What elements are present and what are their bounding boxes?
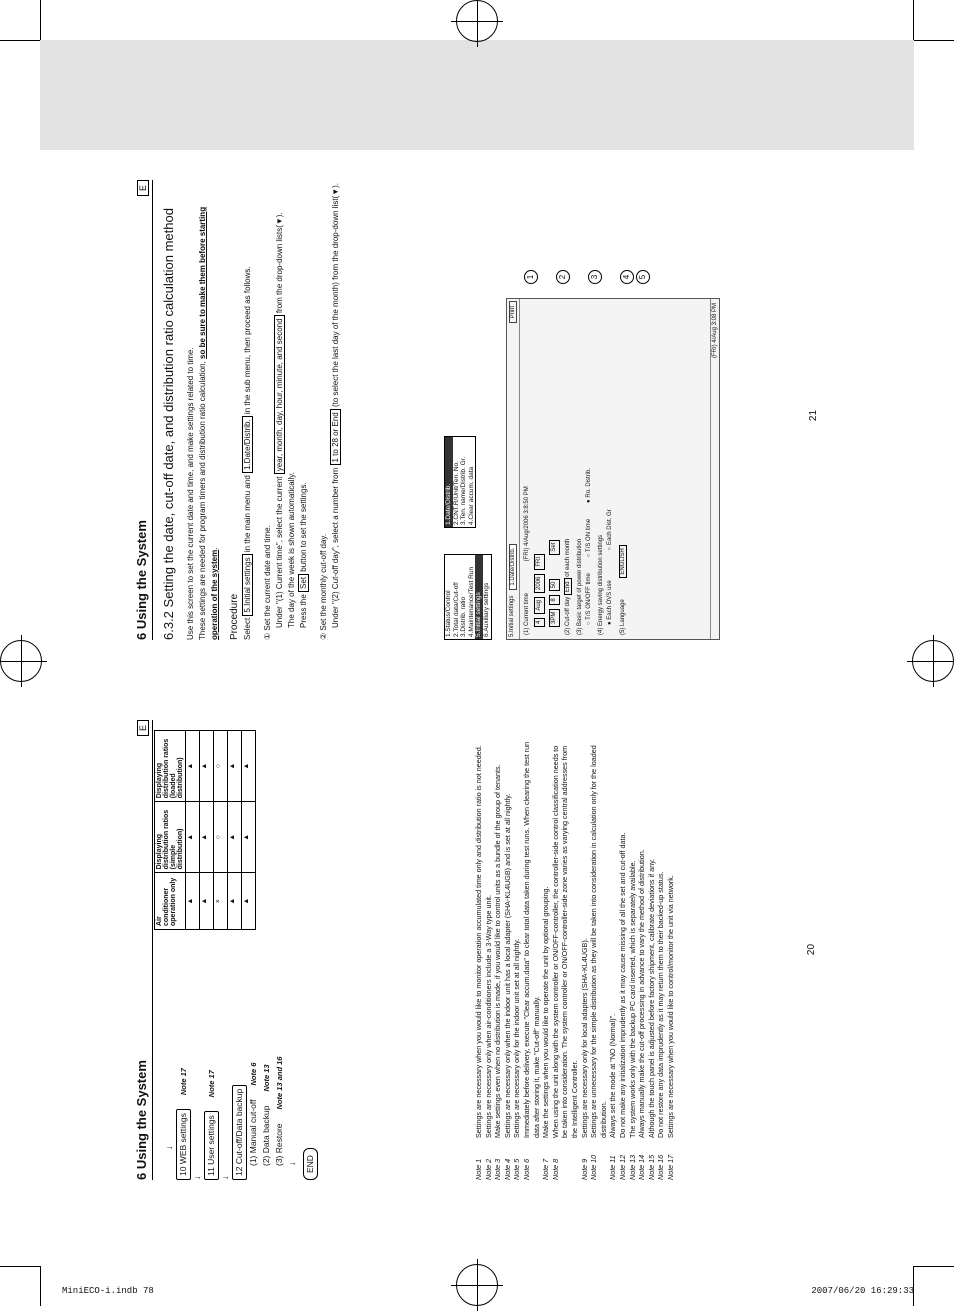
menu-item[interactable]: 3.Distrib. ratio [460, 596, 468, 637]
callout-3: 3 [588, 270, 602, 284]
list-item: Note 2 Settings are necessary only when air-conditioners include a 3-Way type unit. [483, 894, 493, 1180]
intro-paragraph: Use this screen to set the current date and time, and make settings related to time. These settings are needed for program timers and distribution ratio calculation, so be sure to make them before starting operation of the system. [186, 206, 219, 640]
language-tag: E [137, 180, 149, 196]
note-ref: Note 13 [262, 1064, 271, 1092]
cell: ▲ [228, 873, 242, 930]
callout-1: 1 [524, 270, 538, 284]
crop-mark [40, 0, 41, 40]
subsection-heading: 6.3.2 Setting the date, cut-off date, and distribution ratio calculation method [161, 208, 176, 640]
section-title-text: 6 Using the System [134, 520, 149, 640]
tab-initial-settings[interactable]: 5.Initial settings [509, 595, 515, 637]
note-ref: Note 6 [249, 1062, 258, 1086]
table-row [186, 731, 200, 930]
language-select[interactable]: ENGLISH [619, 545, 627, 577]
language-tag: E [137, 720, 149, 736]
table-header: Displaying distribution ratios (simple distribution) [155, 802, 186, 873]
menu-item[interactable]: 1.Date/Distrib. [445, 437, 453, 527]
list-item: Note 15 Although the touch panel is adjusted before factory shipment, calibrate deviations if any. [646, 858, 656, 1180]
end-marker: END [303, 1148, 318, 1180]
menu-item[interactable]: 2.CNT.R/Unit/Ten. No. [452, 461, 460, 525]
current-time-value: (FRI) 4/Aug/2006 3:8:50 PM [524, 486, 530, 562]
cell: ○ [214, 802, 228, 873]
hour-select[interactable]: 3PM [549, 609, 560, 627]
registration-mark [456, 0, 498, 42]
note-ref: Note 17 [207, 1070, 216, 1098]
weekday-display: FRI [534, 554, 545, 570]
cutoff-label: (2) Cut-off day [565, 596, 571, 635]
list-item: Note 10 Settings are unnecessary for the simple distribution as they will be taken into consideration in calculation only for the loaded distribution. [589, 745, 608, 1180]
radio-dist-gr[interactable]: ○ Each Dist. Gr [607, 509, 613, 551]
crop-mark [40, 1266, 41, 1306]
restore: (3) Restore [274, 1123, 284, 1166]
list-item: Note 8 When using the unit along with the system controller or ON/OFF-controller, the controller-side control classification needs to be taken into consideration. The system controller or ON/OFF-controller-side zone varies as varying central addresses from the Intelligent Controller. [550, 745, 579, 1180]
print-button[interactable]: Print [509, 301, 517, 323]
table-header: Air conditioner operation only [155, 873, 186, 930]
cell: ▲ [200, 731, 214, 802]
cell: ▲ [228, 802, 242, 873]
left-page [134, 720, 804, 1180]
crop-mark [0, 40, 40, 41]
callout-2: 2 [556, 270, 570, 284]
minute-select[interactable]: 8 [549, 595, 560, 604]
radio-ovs[interactable]: ● Each OVS use [607, 580, 613, 625]
cell: ▲ [242, 731, 256, 802]
cell: ▲ [200, 873, 214, 930]
current-time-label: (1) Current time [524, 592, 530, 635]
tab-date-distrib[interactable]: 1.Date/Distrib. [509, 544, 517, 590]
cell: ▲ [228, 731, 242, 802]
status-bar: (FRI) 4/Aug 3:08 PM [710, 299, 719, 639]
menu-item[interactable]: 1.Status/Control [445, 590, 452, 637]
step-2: ② Set the monthly cut-off day. Under "(2) Cut-off day", select a number from 1 to 28 or End (to select the last day of the month) from the drop-down list(▼). [319, 182, 340, 640]
radio-ts-on[interactable]: ○ T/S ON time [586, 518, 592, 558]
list-item: Note 11 Always set the mode at "NO (Normal)". [608, 1013, 618, 1180]
table-row [242, 731, 256, 930]
cell: ▲ [186, 873, 200, 930]
cutoff-step: 12 Cut-off/Data backup [232, 1085, 247, 1180]
list-item: Note 4 Settings are necessary only when the indoor unit has a local adapter (SHA-KL4UGB) and is set at all nightly. [502, 793, 512, 1180]
list-item: Note 6 Immediately before delivery, execute "Clear accum.data" to clear total data taken during test runs. When clearing the test run data after storing it, make "Cut-off" manually. [521, 741, 541, 1180]
list-item: Note 1 Settings are necessary when you would like to monitor operation accumulated time only and distribution ratio is not needed. [474, 745, 483, 1180]
day-select[interactable]: 4 [534, 618, 545, 627]
list-item: Note 12 Do not make any initialization imprudently as it may cause missing of all the set and cut-off data. [617, 832, 627, 1180]
menu-item[interactable]: 6.Auxiliary settings [482, 582, 490, 637]
of-month-label: of each month [565, 538, 571, 577]
note-ref: Note 17 [179, 1068, 188, 1096]
callout-4: 4 [620, 270, 634, 284]
table-row [228, 731, 242, 930]
crop-mark [914, 1266, 954, 1267]
menu-item[interactable]: 4.Clear accum. data [467, 466, 475, 525]
menu-item[interactable]: 2.Total data/Cut-off [452, 582, 460, 637]
page-number-left: 20 [806, 943, 818, 956]
cell: × [214, 873, 228, 930]
top-band [40, 40, 914, 150]
settings-screenshot [506, 298, 720, 640]
list-item: Note 7 Make the settings when you would like to operate the unit by optional grouping. [541, 886, 551, 1180]
procedure-heading: Procedure [229, 593, 240, 640]
user-settings-step: 11 User settings [204, 1111, 219, 1180]
table-row [214, 731, 228, 930]
page-number-right: 21 [808, 409, 820, 422]
notes-list [474, 740, 675, 1180]
section-title [134, 720, 153, 1180]
year-select[interactable]: 2006 [534, 574, 545, 593]
language-label: (5) Language [620, 599, 626, 635]
section-title [134, 180, 153, 640]
month-select[interactable]: Aug [534, 597, 545, 614]
settings-matrix [154, 730, 256, 930]
crop-mark [914, 40, 954, 41]
procedure-intro: Select 5.Initial settings in the main menu and 1.Date/Distrib. in the sub menu, then proceed as follows. [243, 266, 252, 640]
footer-right: 2007/06/20 16:29:33 [811, 1286, 914, 1296]
energy-label: (4) Energy saving distribution settings [598, 534, 604, 635]
step-1: ① Set the current date and time. Under "(1) Current time", select the current year, month, day, hour, minute, and second from the drop-down lists(▼). The day of the week is shown automatically. Press the Set button to set the settings. [263, 212, 308, 640]
radio-ro-distrib[interactable]: ● Ro. Distrib. [586, 467, 592, 503]
settings-flow: ↓ 10 WEB settingsNote 17 ↓ 11 User settingsNote 17 ↓ 12 Cut-off/Data backup (1) Manual cut-offNote 6 (2) Data backupNote 13 (3) RestoreNote 13 and 16 ↓ END [163, 720, 318, 1180]
cell: ▲ [186, 731, 200, 802]
list-item: Note 13 The system works only with the backup PC card inserted, which is separately available. [627, 860, 637, 1180]
main-menu [444, 554, 492, 640]
registration-mark [912, 640, 954, 682]
registration-mark [456, 1264, 498, 1306]
radio-ts-onoff[interactable]: ○ T/S ON/OFF time [586, 573, 592, 625]
menu-item[interactable]: 5.Initial settings [475, 555, 483, 639]
cell: ▲ [200, 802, 214, 873]
list-item: Note 16 Do not restore any data imprudently as it may return them to their backed-up status. [656, 871, 666, 1180]
list-item: Note 3 Make settings even when no distribution is made, if you would like to control units as a bundle of the group of tenants. [493, 764, 503, 1180]
list-item: Note 5 Settings are necessary only for the indoor unit set at all nightly. [512, 938, 522, 1180]
list-item: Note 14 Always manually make the cut-off processing in advance to vary the method of distribution. [637, 849, 647, 1180]
cell: ○ [214, 731, 228, 802]
footer-left: MiniECO-i.indb 78 [62, 1286, 154, 1296]
right-page [134, 180, 804, 640]
section-title-text: 6 Using the System [134, 1060, 149, 1180]
cutoff-select[interactable]: End [564, 578, 572, 595]
list-item: Note 9 Settings are necessary only for local adapters (SHA-KL4UGB). [579, 938, 589, 1180]
set-button[interactable]: Set [549, 540, 560, 555]
data-backup: (2) Data backup [261, 1105, 271, 1166]
list-item: Note 17 Settings are necessary when you would like to control/monitor the unit via network. [665, 875, 675, 1180]
crop-mark [913, 0, 914, 40]
second-select[interactable]: 50 [549, 579, 560, 592]
sub-menu [444, 436, 476, 528]
menu-item[interactable]: 3.Ten. name/Distrib. Gr. [460, 456, 468, 525]
table-row [200, 731, 214, 930]
manual-cutoff: (1) Manual cut-off [248, 1099, 258, 1166]
crop-mark [0, 1266, 40, 1267]
cell: ▲ [242, 802, 256, 873]
menu-item[interactable]: 4.Maintenance/Test Run [467, 566, 475, 637]
callout-5: 5 [636, 270, 650, 284]
note-ref: Note 13 and 16 [275, 1056, 284, 1110]
registration-mark [0, 640, 42, 682]
table-header: Displaying distribution ratios (loaded distribution) [155, 731, 186, 802]
web-settings-step: 10 WEB settings [176, 1109, 191, 1180]
cell: ▲ [242, 873, 256, 930]
basic-target-label: (3) Basic target of power distribution [577, 538, 583, 635]
cell: ▲ [186, 802, 200, 873]
